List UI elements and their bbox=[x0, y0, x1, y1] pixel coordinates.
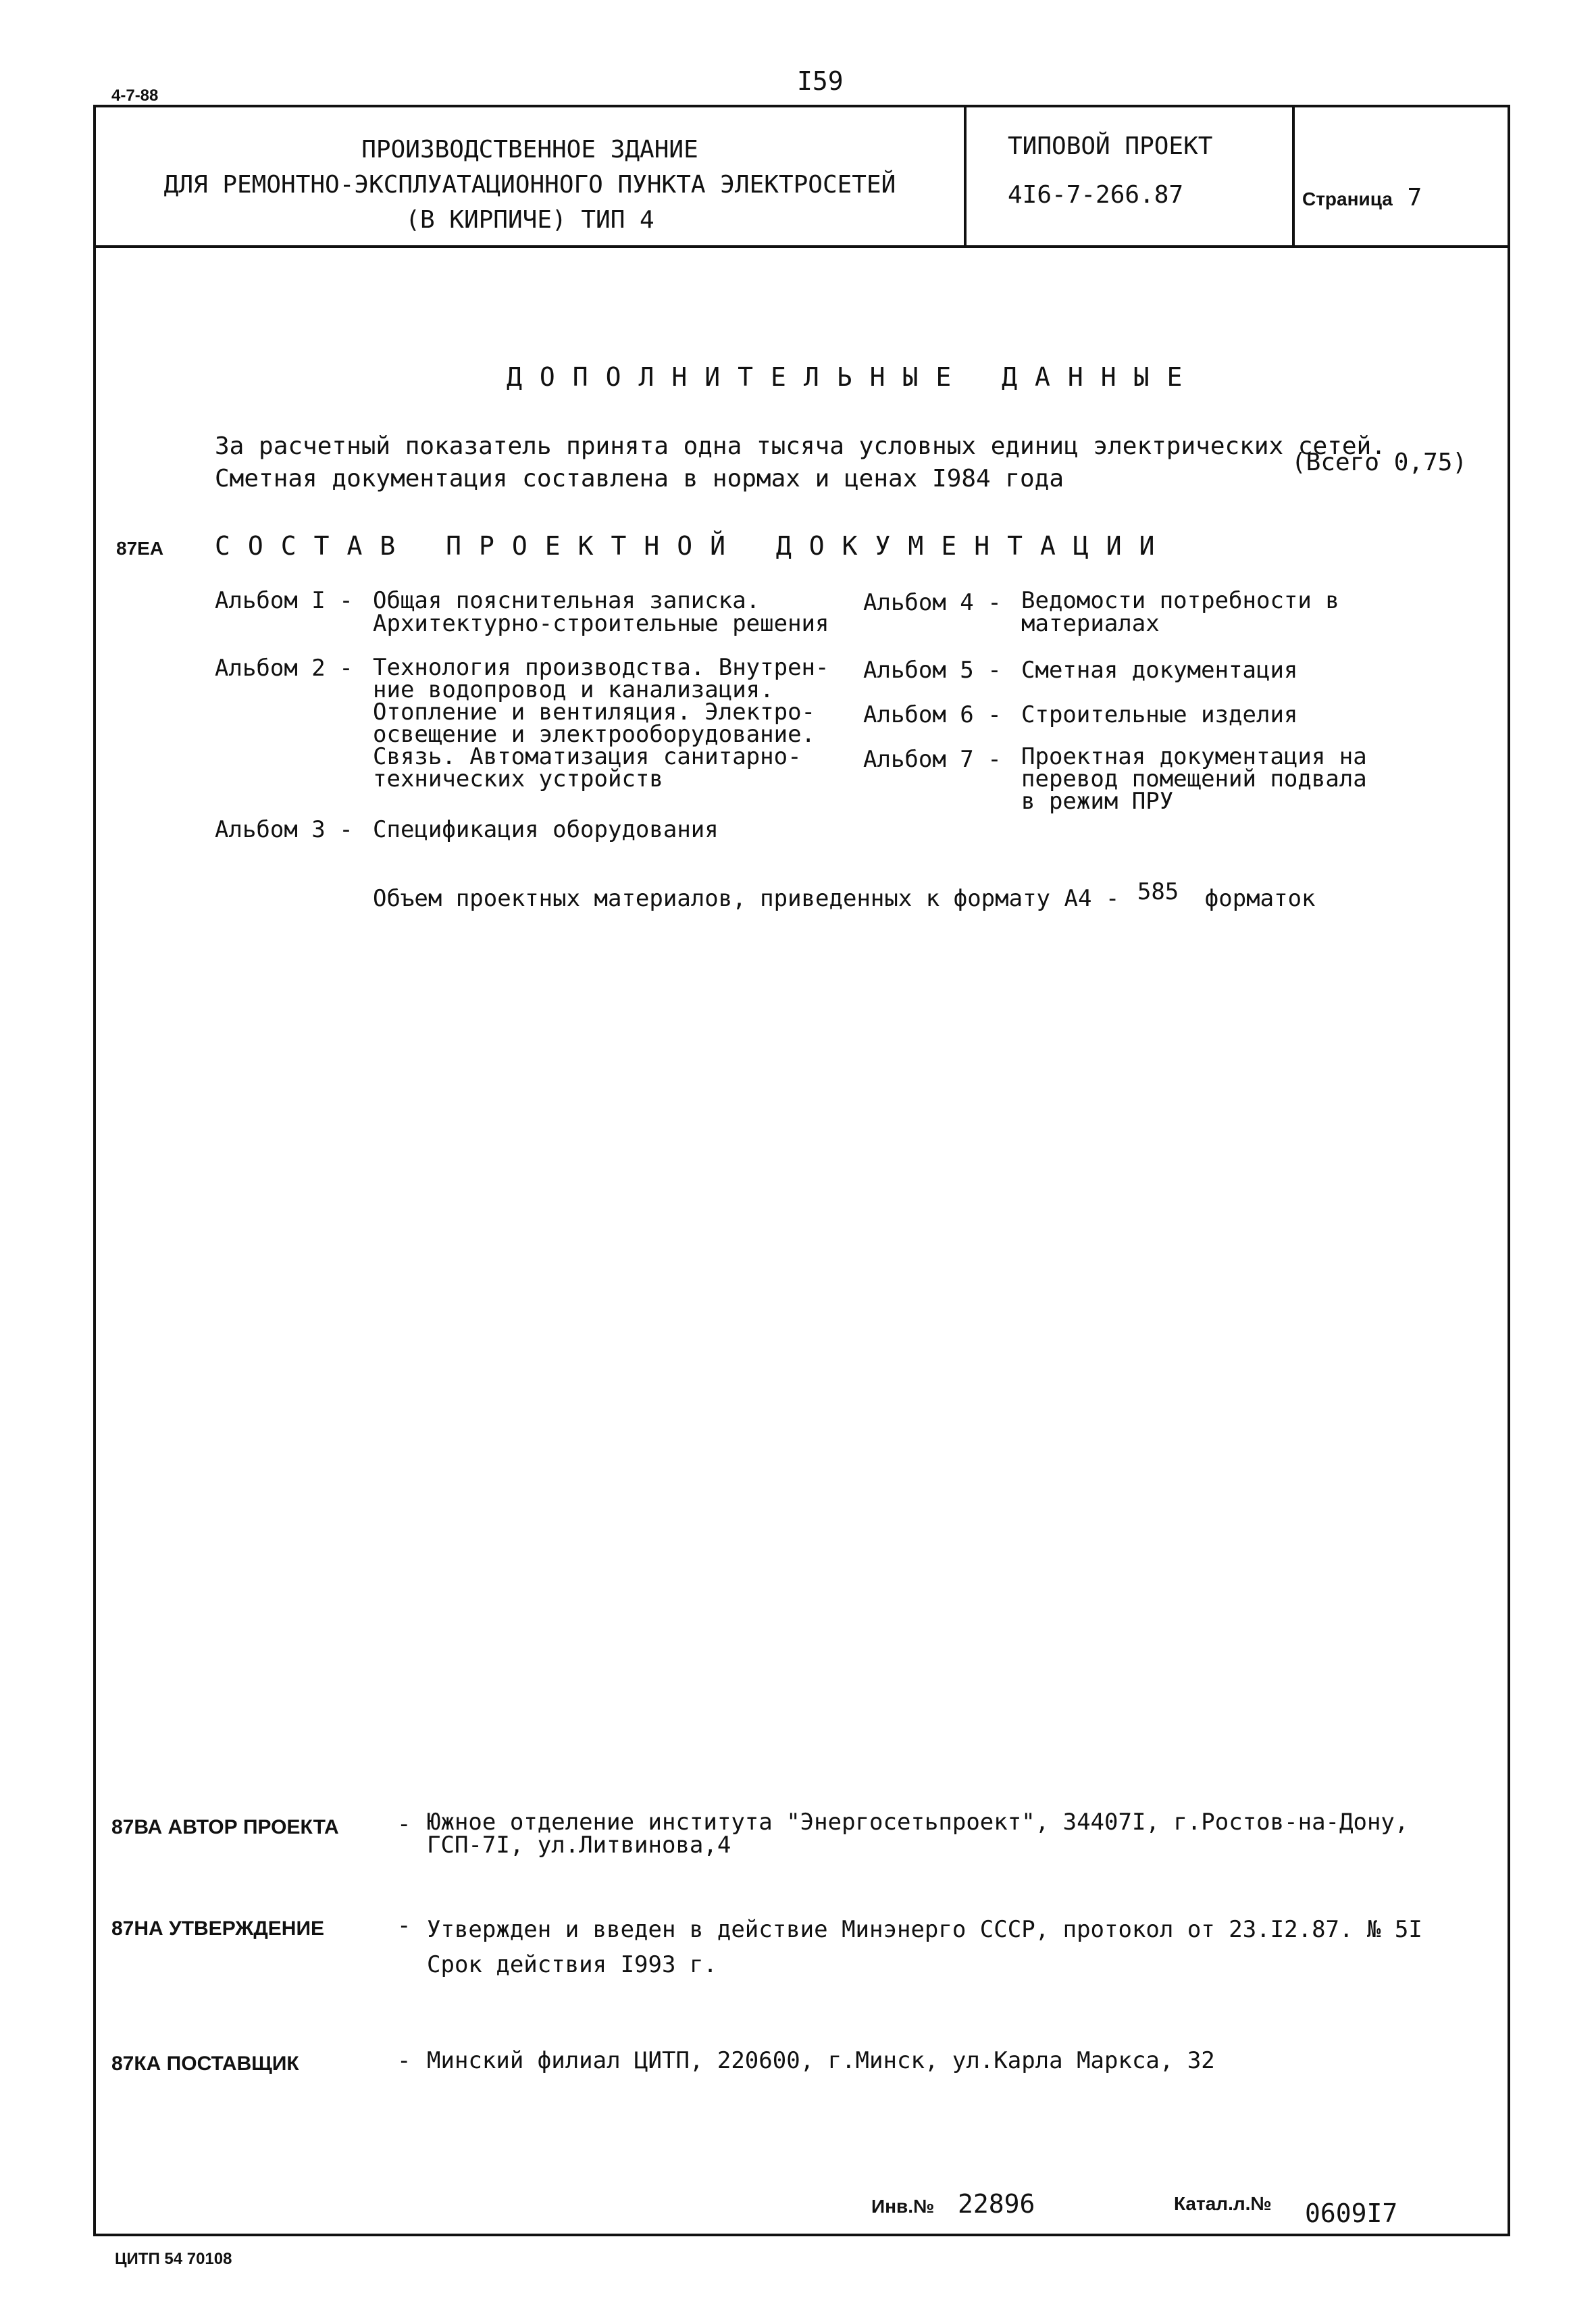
page-number: I59 bbox=[797, 66, 844, 96]
inv-value: 22896 bbox=[958, 2189, 1035, 2219]
album-2-line-6: технических устройств bbox=[373, 765, 663, 793]
project-label: ТИПОВОЙ ПРОЕКТ bbox=[1008, 132, 1213, 160]
header-vline-2 bbox=[1292, 105, 1295, 247]
album-1 bbox=[215, 589, 353, 612]
album-3-label: Альбом 3 - bbox=[215, 816, 353, 843]
author-text bbox=[427, 1811, 1408, 1857]
album-1-label: Альбом I - bbox=[215, 587, 353, 614]
album-1-line-1: Общая пояснительная записка. bbox=[373, 587, 761, 614]
album-2-line-1: Технология производства. Внутрен- bbox=[373, 654, 829, 681]
additional-heading: ДОПОЛНИТЕЛЬНЫЕ ДАННЫЕ bbox=[507, 362, 1200, 392]
approval-text bbox=[427, 1912, 1422, 1982]
album-2-line-5: Связь. Автоматизация санитарно- bbox=[373, 743, 802, 770]
cat-value: 0609I7 bbox=[1305, 2198, 1398, 2228]
album-7-line-3: в режим ПРУ bbox=[1021, 788, 1174, 815]
additional-note: (Всего 0,75) bbox=[1291, 449, 1468, 476]
volume-unit: форматок bbox=[1204, 885, 1316, 912]
page-label-text: Страница bbox=[1302, 188, 1393, 209]
inv-label: Инв.№ bbox=[871, 2196, 935, 2217]
page-value: 7 bbox=[1407, 184, 1422, 211]
album-2-line-3: Отопление и вентиляция. Электро- bbox=[373, 699, 816, 726]
bottom-code: ЦИТП 54 70108 bbox=[115, 2250, 232, 2268]
author-line-2: ГСП-7I, ул.Литвинова,4 bbox=[427, 1832, 731, 1859]
album-3-text: Спецификация оборудования bbox=[373, 816, 719, 843]
header-title-line-2: ДЛЯ РЕМОНТНО-ЭКСПЛУАТАЦИОННОГО ПУНКТА ЭЛЕКТРОСЕТЕЙ bbox=[163, 171, 896, 199]
album-6: Альбом 6 - bbox=[863, 701, 1002, 728]
album-7-line-2: перевод помещений подвала bbox=[1021, 765, 1367, 793]
author-label: 87ВА АВТОР ПРОЕКТА bbox=[111, 1816, 339, 1838]
additional-line-1: За расчетный показатель принята одна тысяча условных единиц электрических сетей. bbox=[215, 432, 1386, 460]
album-6-text: Строительные изделия bbox=[1021, 701, 1298, 728]
cat-label: Катал.л.№ bbox=[1174, 2193, 1272, 2214]
project-number: 4I6-7-266.87 bbox=[1008, 181, 1184, 209]
album-5: Альбом 5 - bbox=[863, 657, 1002, 684]
album-2-line-4: освещение и электрооборудование. bbox=[373, 721, 816, 748]
album-5-text: Сметная документация bbox=[1021, 657, 1298, 684]
header-vline-1 bbox=[964, 105, 967, 247]
album-2-line-2: ние водопровод и канализация. bbox=[373, 676, 774, 703]
album-3 bbox=[215, 816, 353, 843]
volume-line bbox=[373, 878, 1316, 912]
supplier-text: Минский филиал ЦИТП, 220600, г.Минск, ул.Карла Маркса, 32 bbox=[427, 2047, 1215, 2074]
album-2-label: Альбом 2 - bbox=[215, 655, 353, 682]
additional-line-2: Сметная документация составлена в нормах и ценах I984 года bbox=[215, 465, 1064, 493]
composition-heading: СОСТАВ ПРОЕКТНОЙ ДОКУМЕНТАЦИИ bbox=[215, 531, 1173, 561]
volume-value: 585 bbox=[1137, 878, 1179, 905]
album-4: Альбом 4 - bbox=[863, 589, 1002, 616]
author-dash: - bbox=[397, 1811, 411, 1838]
album-7-text bbox=[1021, 743, 1367, 815]
album-2 bbox=[215, 657, 353, 680]
album-2-text bbox=[373, 654, 829, 793]
approval-line-1: Утвержден и введен в действие Минэнерго СССР, протокол от 23.I2.87. № 5I bbox=[427, 1916, 1422, 1943]
approval-label: 87НА УТВЕРЖДЕНИЕ bbox=[111, 1917, 325, 1940]
approval-dash: - bbox=[397, 1912, 411, 1939]
album-1-text bbox=[373, 589, 829, 635]
album-4-line-2: материалах bbox=[1021, 610, 1160, 637]
author-line-1: Южное отделение института "Энергосетьпроект", 34407I, г.Ростов-на-Дону, bbox=[427, 1809, 1409, 1836]
approval-line-2: Срок действия I993 г. bbox=[427, 1951, 717, 1978]
album-4-line-1: Ведомости потребности в bbox=[1021, 587, 1339, 614]
album-7: Альбом 7 - bbox=[863, 746, 1002, 773]
volume-text: Объем проектных материалов, приведенных к формату А4 - bbox=[373, 885, 1120, 912]
page-label bbox=[1302, 184, 1422, 211]
corner-code: 4-7-88 bbox=[111, 86, 159, 105]
album-7-line-1: Проектная документация на bbox=[1021, 743, 1367, 770]
header-title-line-3: (В КИРПИЧЕ) ТИП 4 bbox=[405, 206, 654, 234]
header-divider bbox=[93, 245, 1510, 248]
album-4-text bbox=[1021, 589, 1339, 635]
header-title bbox=[96, 132, 964, 238]
supplier-label: 87КА ПОСТАВЩИК bbox=[111, 2053, 299, 2075]
album-1-line-2: Архитектурно-строительные решения bbox=[373, 610, 829, 637]
supplier-dash: - bbox=[397, 2047, 411, 2074]
header-title-line-1: ПРОИЗВОДСТВЕННОЕ ЗДАНИЕ bbox=[361, 136, 698, 164]
composition-code: 87ЕА bbox=[116, 538, 164, 559]
